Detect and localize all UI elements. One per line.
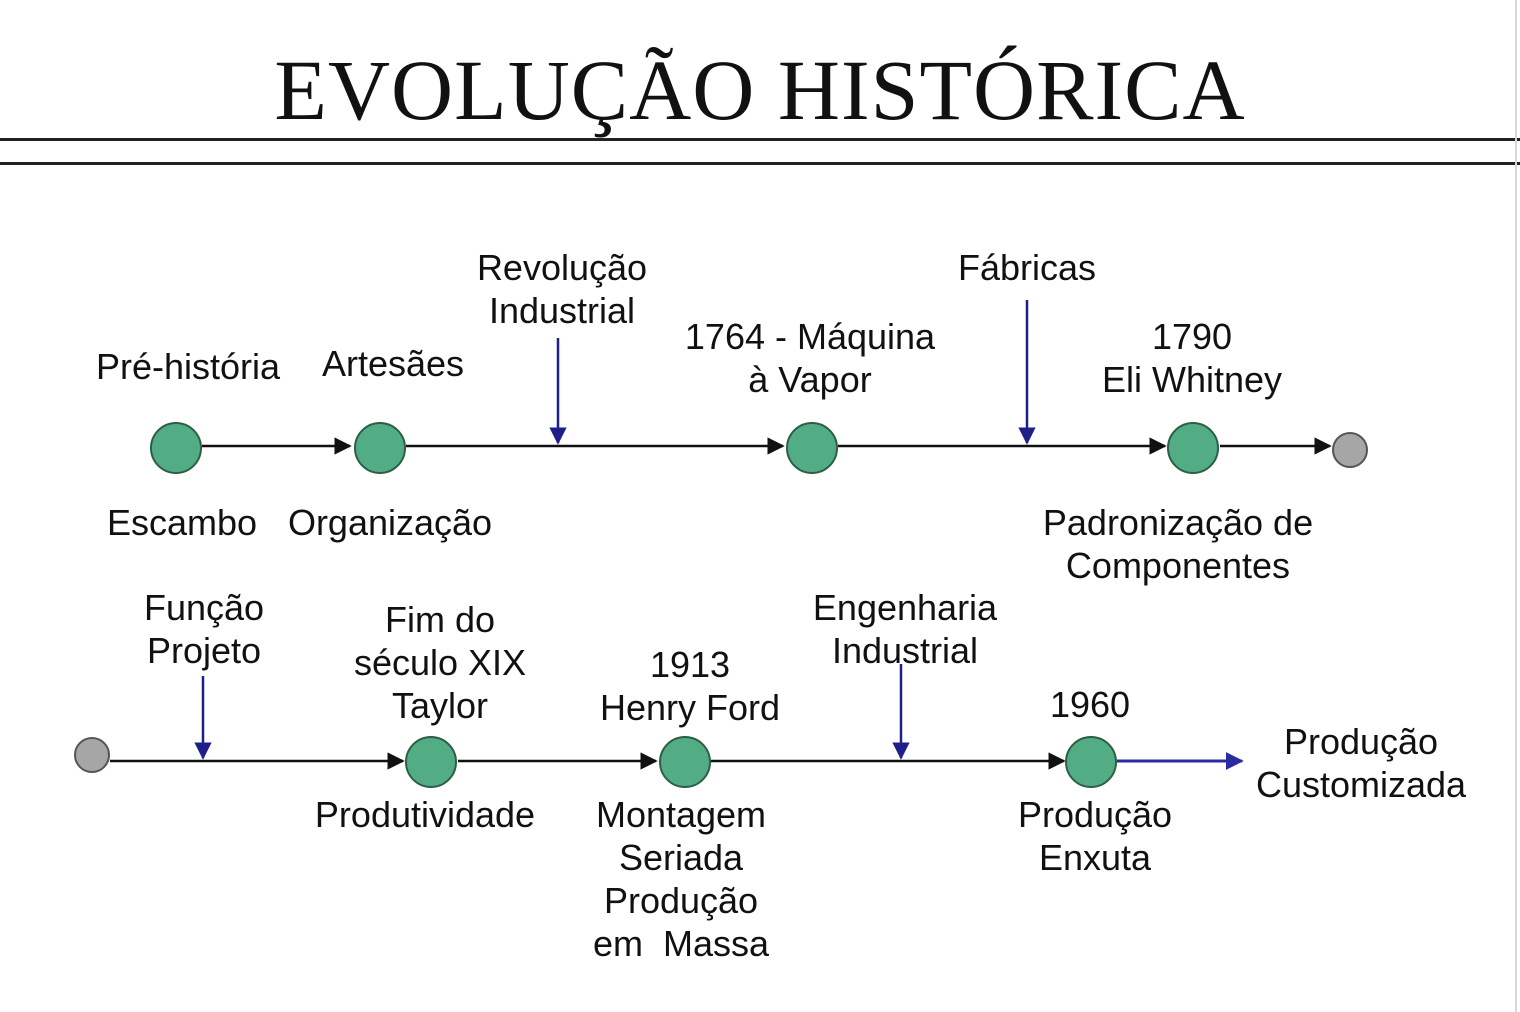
row2-marker-label-engenharia: Engenharia Industrial bbox=[812, 587, 998, 671]
row2-start-node bbox=[75, 738, 109, 772]
page-title: EVOLUÇÃO HISTÓRICA bbox=[274, 42, 1246, 138]
row2-label-producao-enxuta: Produção Enxuta bbox=[1017, 794, 1173, 878]
row1-node-maquina-vapor bbox=[787, 423, 837, 473]
row1-node-eli-whitney bbox=[1168, 423, 1218, 473]
row2-label-produtividade: Produtividade bbox=[314, 794, 536, 835]
row2-label-montagem-seriada: Montagem Seriada Produção em Massa bbox=[592, 794, 770, 964]
row1-marker-label-fabricas: Fábricas bbox=[957, 247, 1097, 288]
row1-label-organizacao: Organização bbox=[287, 502, 493, 543]
row2-label-henry-ford: 1913 Henry Ford bbox=[599, 644, 781, 728]
row1-node-pre-historia bbox=[151, 423, 201, 473]
row1-label-pre-historia: Pré-história bbox=[95, 346, 281, 387]
row1-label-padronizacao: Padronização de Componentes bbox=[1042, 502, 1314, 586]
row1-label-maquina-vapor: 1764 - Máquina à Vapor bbox=[684, 316, 936, 400]
row2-label-producao-customizada: Produção Customizada bbox=[1255, 721, 1467, 805]
row2-node-1960 bbox=[1066, 737, 1116, 787]
row1-end-node bbox=[1333, 433, 1367, 467]
row2-marker-label-funcao-projeto: Função Projeto bbox=[143, 587, 265, 671]
row2-label-taylor: Fim do século XIX Taylor bbox=[353, 599, 527, 726]
row2-label-1960: 1960 bbox=[1049, 684, 1131, 725]
row1-marker-label-revolucao: Revolução Industrial bbox=[476, 247, 648, 331]
row1-label-eli-whitney: 1790 Eli Whitney bbox=[1101, 316, 1283, 400]
row1-label-artesaes: Artesães bbox=[321, 343, 465, 384]
row1-node-artesaes bbox=[355, 423, 405, 473]
row2-node-taylor bbox=[406, 737, 456, 787]
row1-label-escambo: Escambo bbox=[106, 502, 258, 543]
row2-node-henry-ford bbox=[660, 737, 710, 787]
